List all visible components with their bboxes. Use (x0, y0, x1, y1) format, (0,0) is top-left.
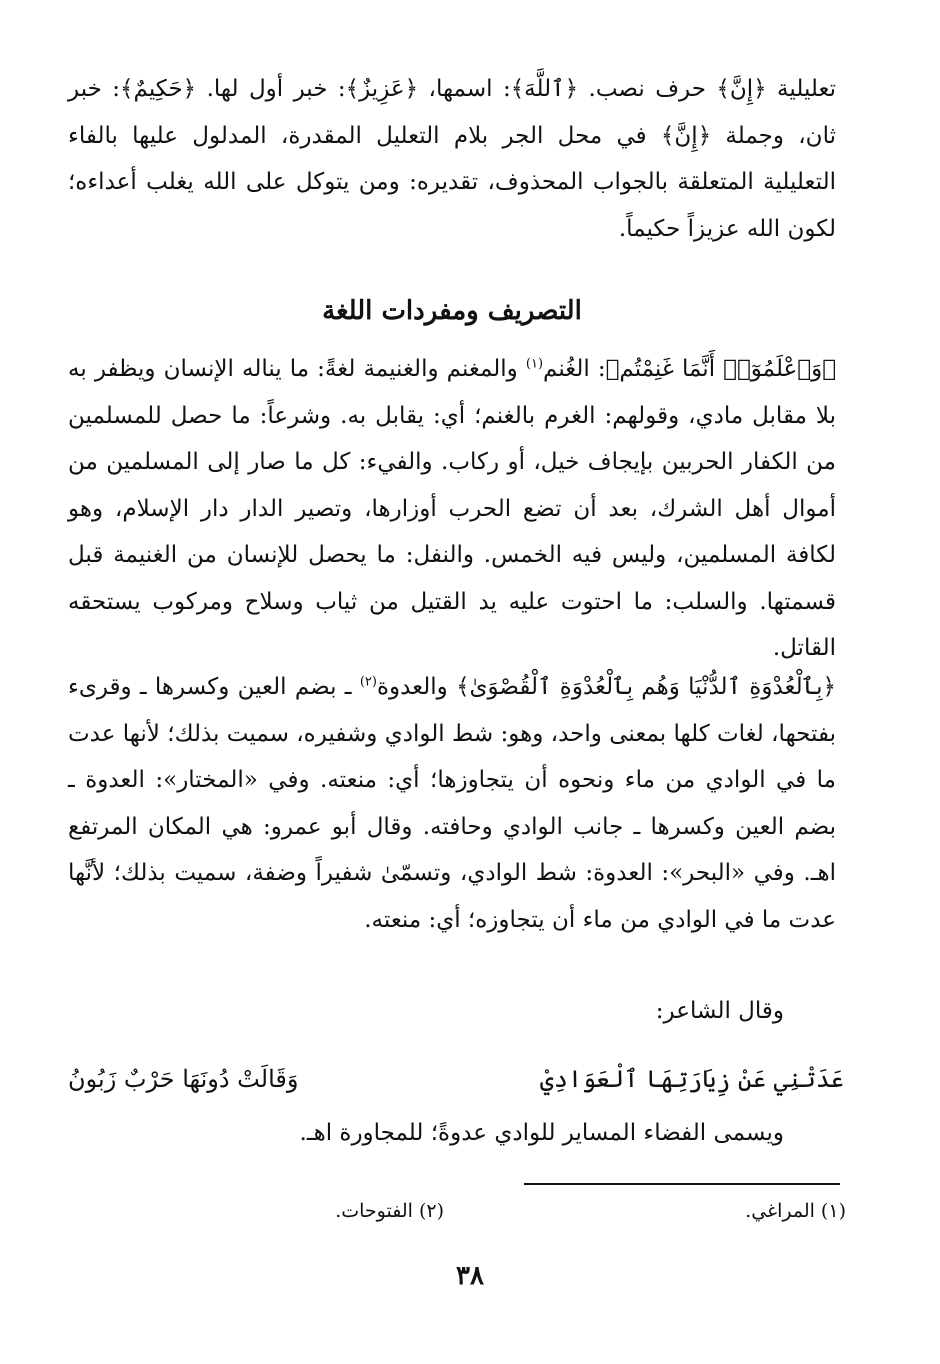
page-number: ٣٨ (456, 1261, 484, 1291)
udwah-paragraph (68, 664, 836, 943)
verse-first-hemistich: عَدَتْنِي عَنْ زِيَارَتِهَا ٱلْعَوَادِيْ (539, 1065, 844, 1093)
ghanimah-definition: والمغنم والغنيمة لغةً: ما يناله الإنسان ويظفر به بلا مقابل مادي، وقولهم: الغرم بالغنم؛ أي: يقابل به. وشرعاً: ما حصل للمسلمين من الكفار الحربين بإيجاف خيل، أو ركاب. والفيء: كل ما صار إلى المسلمين من أموال أهل الشرك، بعد أن تضع الحرب أوزارها، وتصير الدار دار الإسلام، وهو لكافة المسلمين، وليس فيه الخمس. والنفل: ما يحصل للإنسان من الغنيمة قبل قسمتها. والسلب: ما احتوت عليه يد القتيل من ثياب وسلاح ومركوب يستحقه القاتل. (68, 356, 836, 661)
footnote-marker-2: (٢) (359, 674, 377, 690)
verse-second-hemistich: وَقَالَتْ دُونَهَا حَرْبٌ زَبُونُ (68, 1065, 299, 1093)
footnote-marker-1: (١) (525, 356, 544, 372)
ghanimah-paragraph (68, 346, 836, 672)
udwah-definition: ـ بضم العين وكسرها ـ وقرىء بفتحها، لغات كلها بمعنى واحد، وهو: شط الوادي وشفيره، سميت بذلك؛ لأنها عدت ما في الوادي من ماء ونحوه أن يتجاوزها؛ أي: منعته. وفي «المختار»: العدوة ـ بضم العين وكسرها ـ جانب الوادي وحافته. وقال أبو عمرو: هي المكان المرتفع اهـ. وفي «البحر»: العدوة: شط الوادي، وتسمّىٰ شفيراً وضفة، سميت بذلك؛ لأنَّها عدت ما في الوادي من ماء أن يتجاوزه؛ أي: منعته. (68, 674, 836, 933)
footnote-2: (٢) الفتوحات. (335, 1200, 444, 1222)
intro-paragraph: تعليلية ﴿إِنَّ﴾ حرف نصب. ﴿ٱللَّهَ﴾: اسمها، ﴿عَزِيزٌ﴾: خبر أول لها. ﴿حَكِيمٌ﴾: خبر ثان، وجملة ﴿إِنَّ﴾ في محل الجر بلام التعليل المقدرة، المدلول عليها بالفاء التعليلية المتعلقة بالجواب المحذوف، تقديره: ومن يتوكل على الله يغلب أعداءه؛ لكون الله عزيزاً حكيماً. (68, 76, 836, 242)
ghanimah-verse-quote: ﴿وَٱعْلَمُوٓا۟ أَنَّمَا غَنِمْتُم﴾: الغُنم (543, 356, 836, 382)
section-heading: التصريف ومفردات اللغة (322, 296, 582, 326)
footnote-1: (١) المراغي. (745, 1200, 846, 1222)
udwah-verse-quote: ﴿بِٱلْعُدْوَةِ ٱلدُّنْيَا وَهُم بِٱلْعُدْوَةِ ٱلْقُصْوَىٰ﴾ والعدوة (376, 674, 836, 700)
poet-intro: وقال الشاعر: (655, 998, 784, 1024)
after-verse-note: ويسمى الفضاء المساير للوادي عدوةً؛ للمجاورة اهـ. (299, 1120, 784, 1146)
footnote-divider (524, 1183, 840, 1185)
